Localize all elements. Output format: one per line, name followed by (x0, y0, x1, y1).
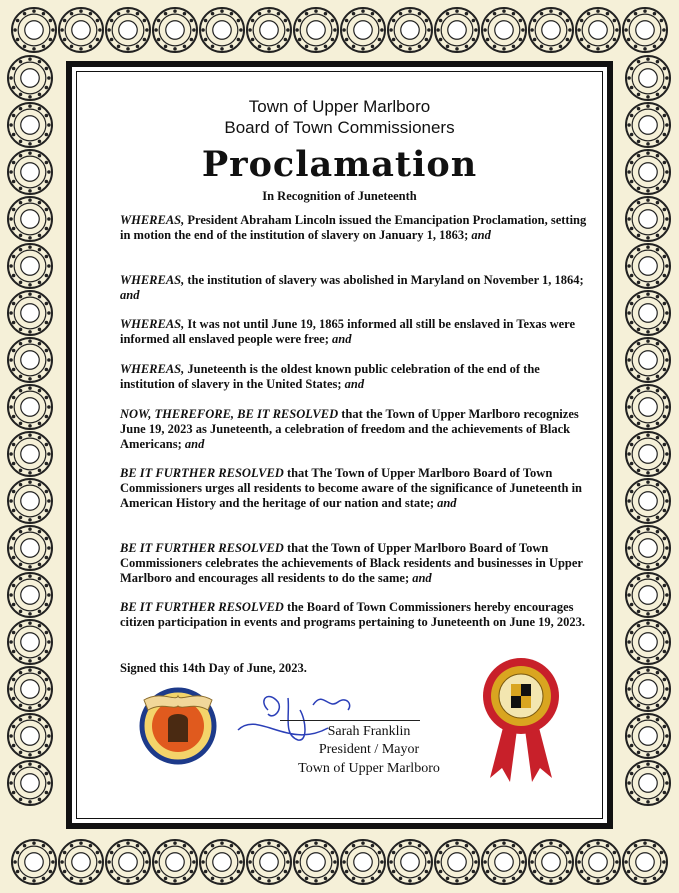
signature-line (280, 720, 420, 721)
paragraph-lead: NOW, THEREFORE, BE IT RESOLVED (120, 407, 339, 421)
border-ornament (341, 840, 385, 884)
border-ornament (626, 667, 670, 711)
border-ornament (529, 840, 573, 884)
border-ornament (200, 840, 244, 884)
paragraph-lead: WHEREAS, (120, 273, 185, 287)
border-ornament (626, 103, 670, 147)
border-ornament (626, 385, 670, 429)
border-ornament (626, 244, 670, 288)
border-ornament (8, 197, 52, 241)
paragraph-lead: BE IT FURTHER RESOLVED (120, 466, 284, 480)
town-name: Town of Upper Marlboro (248, 97, 431, 116)
paragraph-tail: and (181, 437, 205, 451)
border-ornament (12, 840, 56, 884)
signatory-org: Town of Upper Marlboro (298, 761, 440, 776)
border-ornament (623, 8, 667, 52)
border-ornament (626, 197, 670, 241)
border-ornament (294, 840, 338, 884)
paragraph-lead: BE IT FURTHER RESOLVED (120, 600, 284, 614)
paragraph-text: President Abraham Lincoln issued the Emancipation Proclamation, setting in motion the end of the institution of slavery on January 1, 1863; (120, 213, 587, 242)
paragraph-lead: WHEREAS, (120, 362, 185, 376)
border-ornament (8, 56, 52, 100)
border-ornament (576, 8, 620, 52)
border-ornament (341, 8, 385, 52)
page-title: Proclamation (201, 144, 478, 185)
border-ornament (8, 620, 52, 664)
border-ornament (59, 840, 103, 884)
paragraph-tail: and (433, 496, 457, 510)
border-ornament (626, 573, 670, 617)
paragraph-text: It was not until June 19, 1865 informed all still be enslaved in Texas were informed all enslaved people were free; (120, 317, 576, 346)
paragraph-tail: and (409, 571, 432, 585)
border-ornament (8, 385, 52, 429)
proclamation-paragraph (120, 541, 590, 586)
proclamation-paragraph (120, 273, 590, 303)
proclamation-paragraph (120, 213, 590, 243)
border-ornament (8, 761, 52, 805)
border-ornament (482, 840, 526, 884)
seal-ribbon-icon (476, 656, 566, 784)
border-ornament (626, 291, 670, 335)
border-ornament (576, 840, 620, 884)
signatory-name: Sarah Franklin (327, 724, 411, 739)
subtitle: In Recognition of Juneteenth (262, 189, 417, 203)
paragraph-lead: WHEREAS, (120, 213, 185, 227)
proclamation-content (84, 72, 595, 822)
border-ornament (106, 840, 150, 884)
paragraph-lead: WHEREAS, (120, 317, 185, 331)
border-ornament (623, 840, 667, 884)
proclamation-paragraph (120, 466, 590, 511)
paragraph-lead: BE IT FURTHER RESOLVED (120, 541, 284, 555)
paragraph-text: Juneteenth is the oldest known public celebration of the end of the institution of slavery in the United States; (120, 362, 540, 391)
border-ornament (8, 667, 52, 711)
paragraph-tail: and (120, 288, 140, 302)
border-ornament (482, 8, 526, 52)
paragraph-tail: and (328, 332, 352, 346)
board-name: Board of Town Commissioners (224, 118, 455, 137)
border-ornament (626, 620, 670, 664)
paragraph-text: the institution of slavery was abolished in Maryland on November 1, 1864; (184, 273, 584, 287)
border-ornament (626, 150, 670, 194)
border-ornament (626, 714, 670, 758)
signed-date: Signed this 14th Day of June, 2023. (120, 661, 307, 675)
border-ornament (153, 8, 197, 52)
border-ornament (294, 8, 338, 52)
border-ornament (8, 244, 52, 288)
border-ornament (626, 56, 670, 100)
paragraph-text: that the Town of Upper Marlboro Board of Town Commissioners celebrates the achievements of Black residents and businesses in Upper Marlboro and encourages all residents to do the same; (120, 541, 583, 585)
border-ornament (247, 8, 291, 52)
paragraph-text: that the Town of Upper Marlboro recognizes June 19, 2023 as Juneteenth, a celebration of freedom and the achievements of Black Americans; (120, 407, 579, 451)
border-ornament (626, 432, 670, 476)
border-ornament (153, 840, 197, 884)
border-ornament (529, 8, 573, 52)
border-ornament (8, 432, 52, 476)
border-ornament (106, 8, 150, 52)
border-ornament (626, 338, 670, 382)
border-ornament (200, 8, 244, 52)
proclamation-paragraph (120, 407, 590, 452)
border-ornament (626, 479, 670, 523)
paragraph-text: the Board of Town Commissioners hereby encourages citizen participation in events and programs pertaining to Juneteenth on June 19, 2023. (120, 600, 586, 629)
border-ornament (626, 761, 670, 805)
border-ornament (8, 150, 52, 194)
border-ornament (8, 103, 52, 147)
paragraph-text: that The Town of Upper Marlboro Board of Town Commissioners urges all residents to become aware of the significance of Juneteenth in American History and the heritage of our nation and state; (120, 466, 582, 510)
border-ornament (388, 840, 432, 884)
border-ornament (435, 840, 479, 884)
border-ornament (388, 8, 432, 52)
border-ornament (59, 8, 103, 52)
proclamation-paragraph (120, 600, 590, 630)
border-ornament (8, 714, 52, 758)
paragraph-tail: and (341, 377, 365, 391)
border-ornament (626, 526, 670, 570)
border-ornament (247, 840, 291, 884)
signatory-position: President / Mayor (318, 742, 420, 757)
border-ornament (8, 338, 52, 382)
proclamation-paragraph (120, 362, 590, 392)
paragraph-tail: and (468, 228, 491, 242)
border-ornament (8, 479, 52, 523)
border-ornament (8, 526, 52, 570)
border-ornament (8, 573, 52, 617)
juneteenth-emblem-icon (136, 682, 220, 766)
proclamation-paragraph (120, 317, 590, 347)
border-ornament (12, 8, 56, 52)
border-ornament (435, 8, 479, 52)
border-ornament (8, 291, 52, 335)
